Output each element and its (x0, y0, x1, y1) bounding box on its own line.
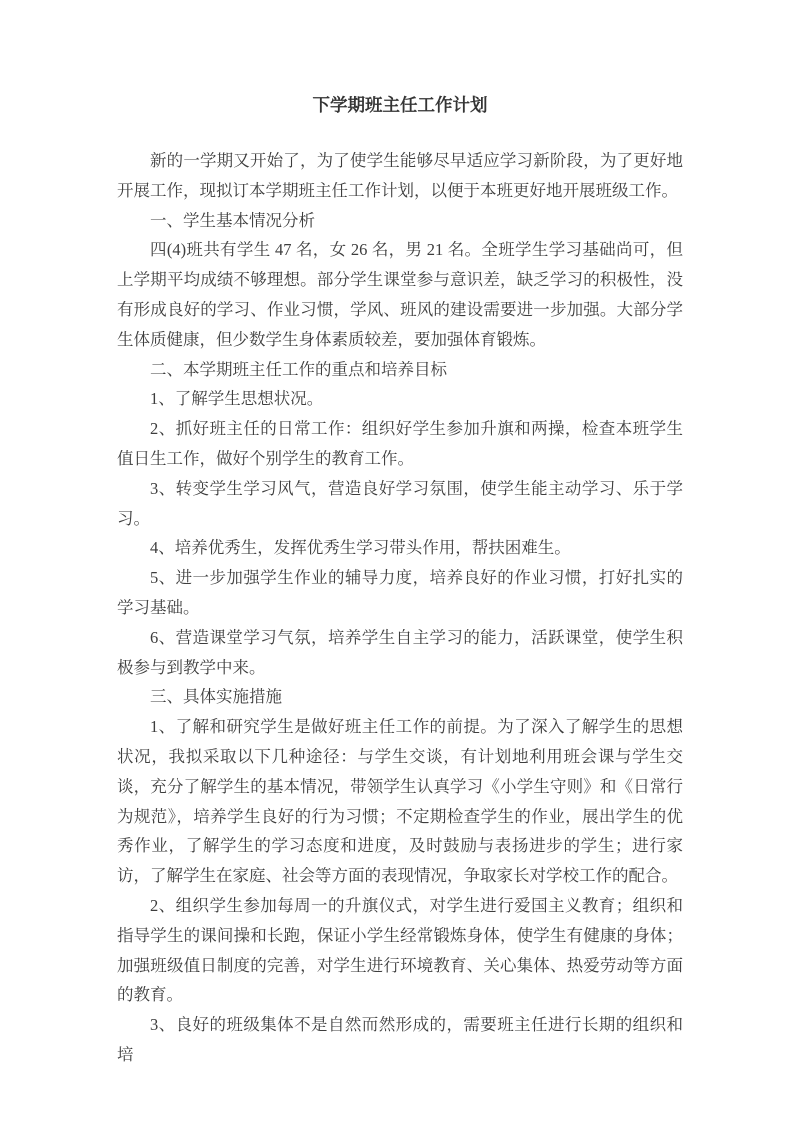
list-item-6: 6、营造课堂学习气氛，培养学生自主学习的能力，活跃课堂，使学生积极参与到教学中来。 (117, 627, 683, 677)
list-item-1: 1、了解学生思想状况。 (150, 389, 324, 409)
document-title: 下学期班主任工作计划 (312, 95, 488, 115)
list-item-4: 4、培养优秀生，发挥优秀生学习带头作用，帮扶困难生。 (150, 538, 571, 558)
heading-section-3: 三、具体实施措施 (150, 687, 282, 707)
list-item-3: 3、转变学生学习风气，营造良好学习氛围，使学生能主动学习、乐于学习。 (117, 478, 683, 528)
list-item-2: 2、抓好班主任的日常工作：组织好学生参加升旗和两操，检查本班学生值日生工作，做好个别学生的教育工作。 (117, 419, 683, 468)
paragraph-measure-3: 3、良好的班级集体不是自然而然形成的，需要班主任进行长期的组织和培 (117, 1015, 683, 1064)
heading-section-2: 二、本学期班主任工作的重点和培养目标 (150, 359, 447, 379)
paragraph-measure-1: 1、了解和研究学生是做好班主任工作的前提。为了深入了解学生的思想状况，我拟采取以下几种途径：与学生交谈，有计划地利用班会课与学生交谈，充分了解学生的基本情况，带领学生认真学习《小学生守则》和《日常行为规范》，培养学生良好的行为习惯；不定期检查学生的作业，展出学生的优秀作业，了解学生的学习态度和进度，及时鼓励与表扬进步的学生；进行家访，了解学生在家庭、社会等方面的表现情况，争取家长对学校工作的配合。 (117, 717, 683, 886)
intro-paragraph: 新的一学期又开始了，为了使学生能够尽早适应学习新阶段，为了更好地开展工作，现拟订本学期班主任工作计划，以便于本班更好地开展班级工作。 (117, 151, 683, 200)
document-body (117, 146, 683, 1070)
paragraph-measure-2: 2、组织学生参加每周一的升旗仪式，对学生进行爱国主义教育；组织和指导学生的课间操和长跑，保证小学生经常锻炼身体，使学生有健康的身体；加强班级值日制度的完善，对学生进行环境教育、关心集体、热爱劳动等方面的教育。 (117, 895, 683, 1005)
heading-section-1: 一、学生基本情况分析 (150, 210, 315, 230)
list-item-5: 5、进一步加强学生作业的辅导力度，培养良好的作业习惯，打好扎实的学习基础。 (117, 568, 683, 617)
paragraph-student-analysis: 四(4)班共有学生 47 名，女 26 名，男 21 名。全班学生学习基础尚可，但上学期平均成绩不够理想。部分学生课堂参与意识差，缺乏学习的积极性，没有形成良好的学习、作业习惯，学风、班风的建设需要进一步加强。大部分学生体质健康，但少数学生身体素质较差，要加强体育锻炼。 (117, 240, 683, 349)
